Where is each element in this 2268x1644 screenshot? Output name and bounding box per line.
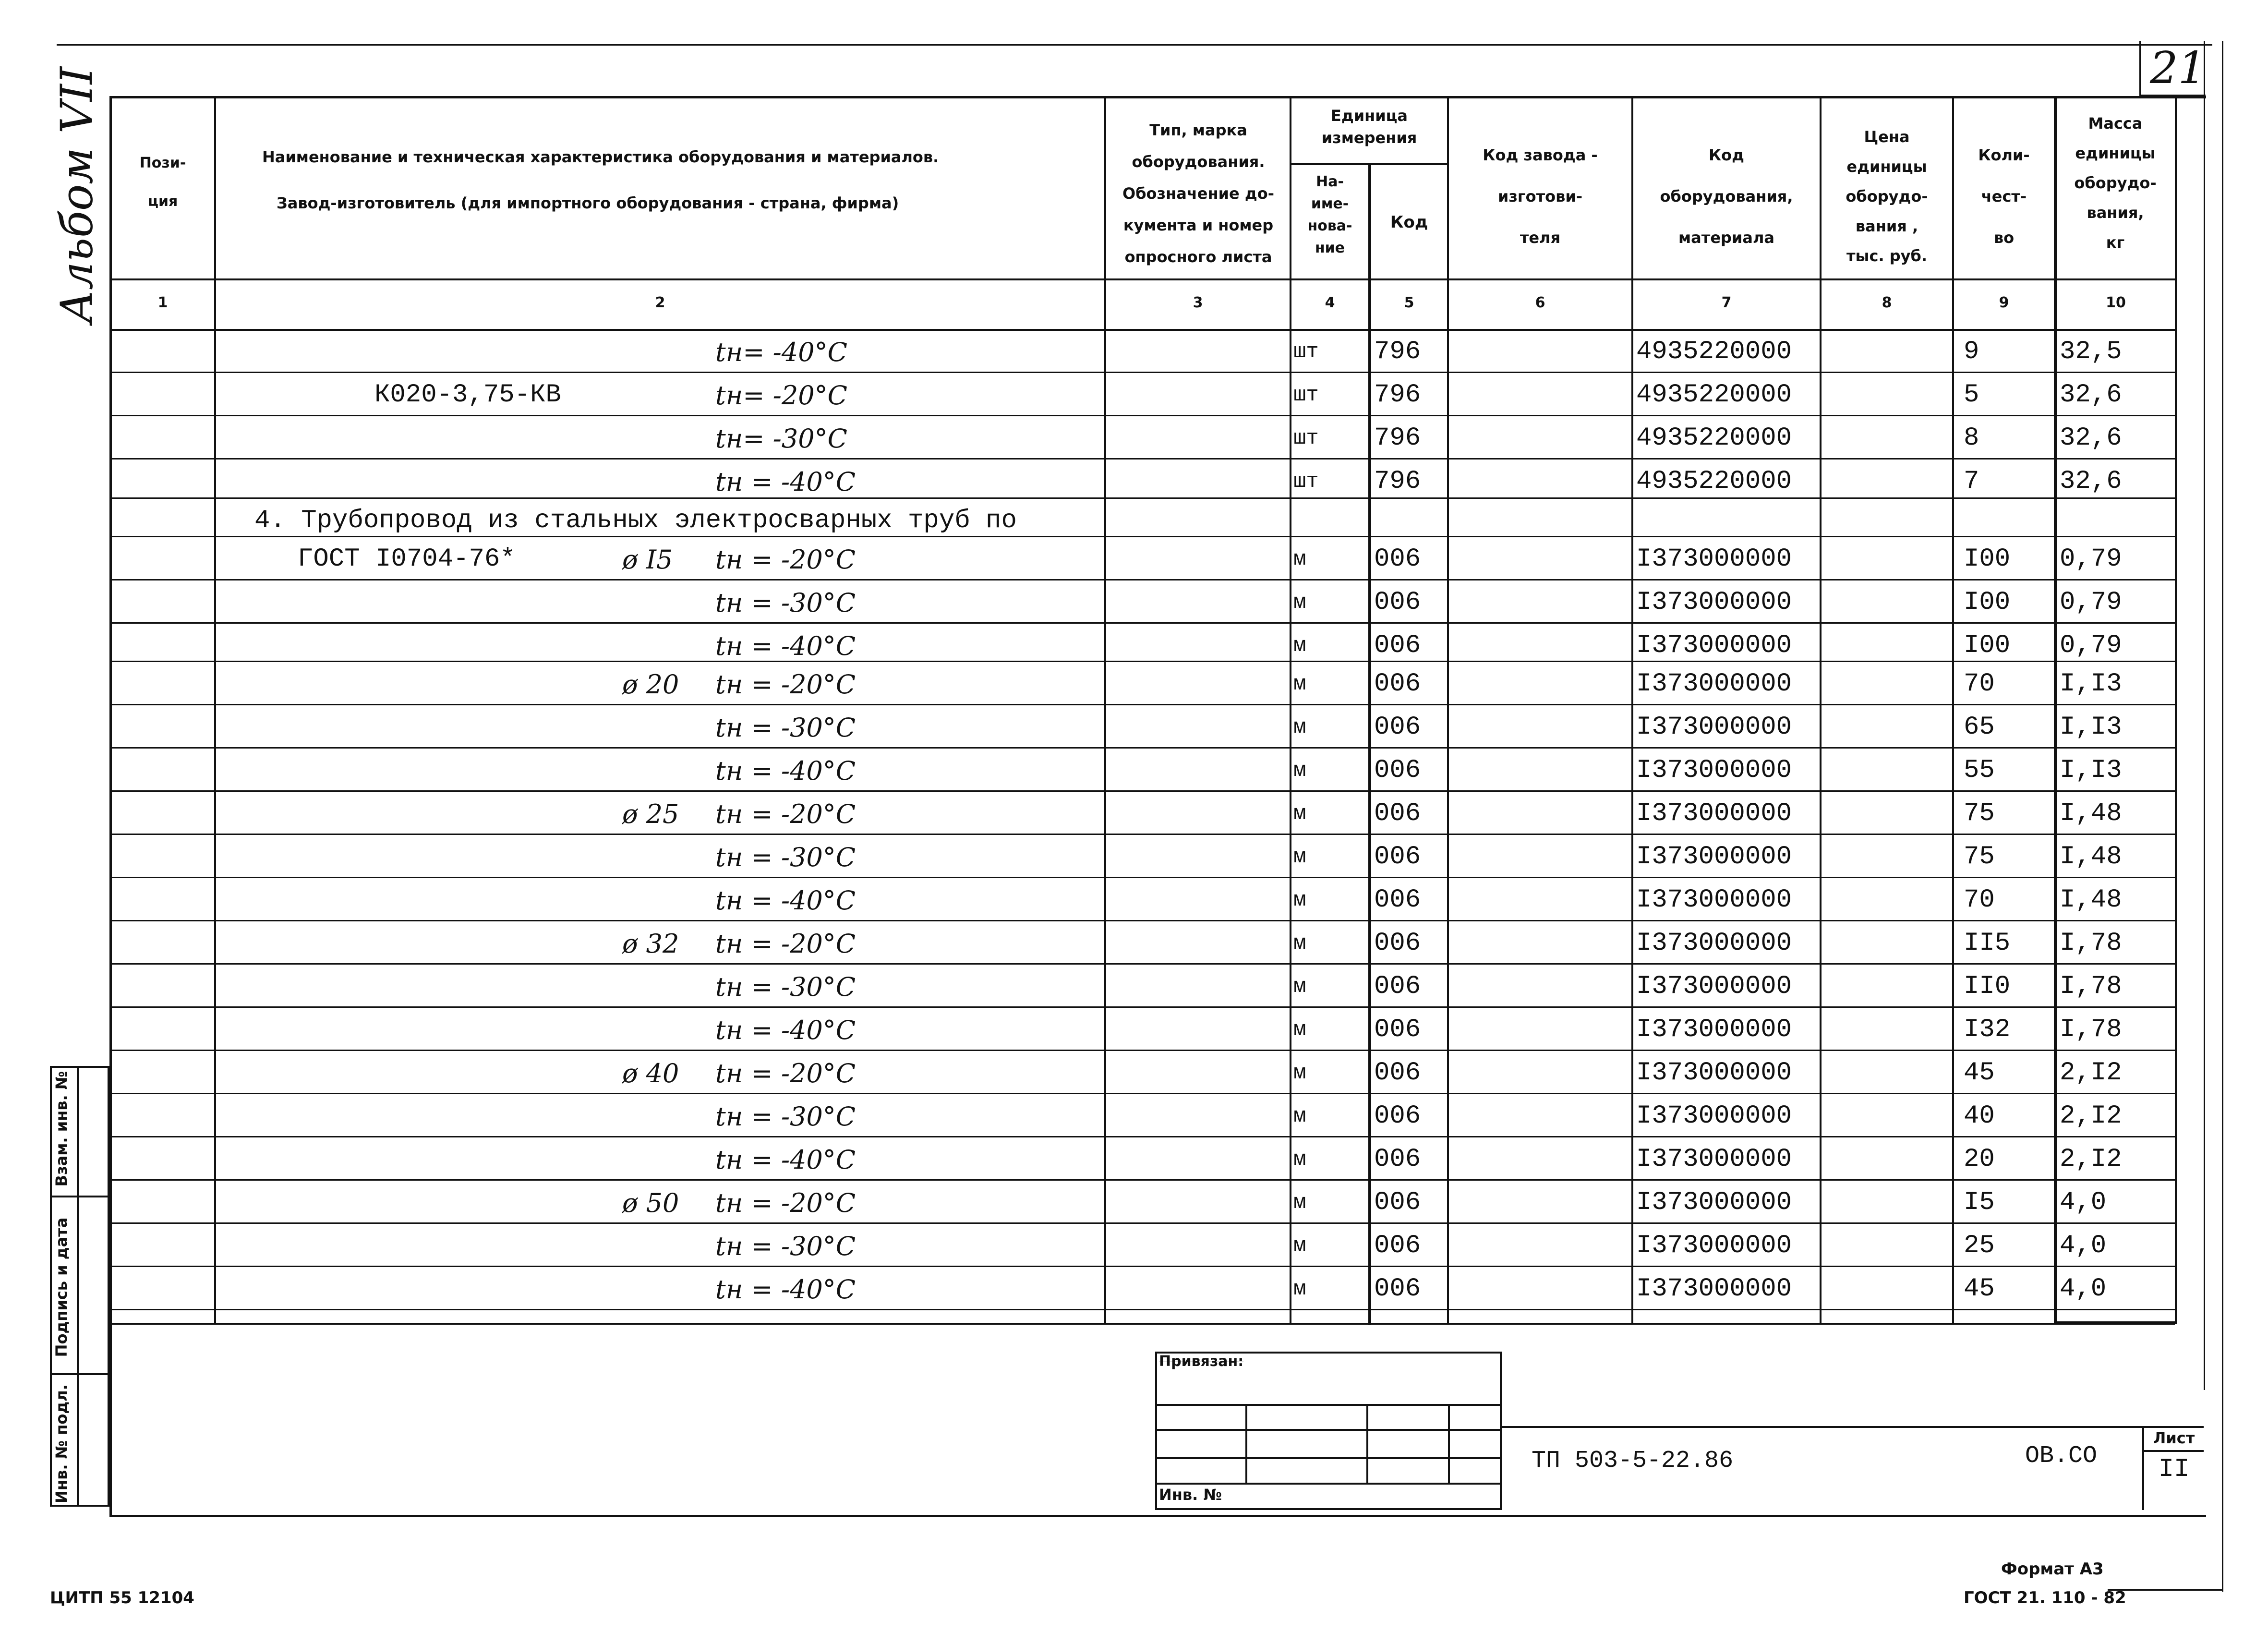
row-quantity: I5 [1964, 1188, 1995, 1217]
row-equipment-code: 4935220000 [1636, 380, 1792, 410]
privyazan-vline-3 [1448, 1404, 1450, 1483]
row-equipment-code: I373000000 [1636, 588, 1792, 617]
title-block-top-line [1502, 1426, 2204, 1428]
row-unit-code: 006 [1374, 842, 1421, 871]
row-quantity: I00 [1964, 588, 2011, 617]
row-divider [109, 579, 2175, 580]
row-unit-code: 006 [1374, 669, 1421, 699]
row-equipment-code: I373000000 [1636, 972, 1792, 1001]
row-unit-code: 796 [1374, 337, 1421, 366]
row-diameter: ø 40 [622, 1058, 679, 1088]
row-unit-code: 006 [1374, 1274, 1421, 1304]
row-temperature: tн = -30°C [715, 1101, 856, 1132]
row-diameter: ø 25 [622, 799, 679, 829]
row-mass: 32,6 [2060, 467, 2122, 496]
row-equipment-code: I373000000 [1636, 1101, 1792, 1131]
row-equipment-code: I373000000 [1636, 929, 1792, 958]
row-quantity: 70 [1964, 885, 1995, 915]
row-unit-code: 006 [1374, 544, 1421, 574]
row-quantity: 7 [1964, 467, 1979, 496]
row-quantity: 70 [1964, 669, 1995, 699]
side-stamp-divider [77, 1066, 79, 1507]
row-divider [109, 790, 2175, 792]
row-unit: м [1293, 1277, 1306, 1301]
row-unit: м [1293, 845, 1306, 869]
row-quantity: I00 [1964, 544, 2011, 574]
row-temperature: tн = -40°C [715, 885, 856, 916]
colnum-3: 3 [1193, 294, 1203, 311]
row-unit: м [1293, 1104, 1306, 1128]
row-quantity: 75 [1964, 799, 1995, 828]
row-unit: м [1293, 634, 1306, 658]
row-unit: м [1293, 547, 1306, 571]
row-mass: 4,0 [2060, 1188, 2107, 1217]
row-temperature: tн = -20°C [715, 1188, 856, 1218]
header-unit-group: Единица измерения [1321, 107, 1417, 147]
header-bottom-line [109, 278, 2175, 280]
row-temperature: tн = -40°C [715, 1145, 856, 1175]
row-divider [109, 497, 2175, 499]
row-unit: м [1293, 759, 1306, 783]
row-mass: 32,6 [2060, 380, 2122, 410]
row-temperature: tн = -20°C [715, 544, 856, 575]
row-temperature: tн = -40°C [715, 1015, 856, 1045]
row-quantity: I32 [1964, 1015, 2011, 1044]
row-equipment-code: I373000000 [1636, 1231, 1792, 1260]
footer-format: Формат А3 [2001, 1559, 2104, 1579]
row-equipment-code: I373000000 [1636, 544, 1792, 574]
row-unit-code: 006 [1374, 756, 1421, 785]
row-equipment-code: I373000000 [1636, 1145, 1792, 1174]
row-temperature: tн= -40°C [715, 337, 847, 367]
row-divider [109, 963, 2175, 965]
row-temperature: tн = -30°C [715, 842, 856, 872]
row-mass: I,48 [2060, 799, 2122, 828]
row-quantity: 9 [1964, 337, 1979, 366]
row-divider [109, 1050, 2175, 1051]
row-mass: I,48 [2060, 885, 2122, 915]
row-unit-code: 006 [1374, 1101, 1421, 1131]
colnum-2: 2 [655, 294, 665, 311]
row-divider [109, 1309, 2175, 1310]
row-unit-code: 006 [1374, 799, 1421, 828]
colnum-1: 1 [157, 294, 168, 311]
list-box-line [2142, 1450, 2204, 1452]
row-divider [109, 747, 2175, 749]
side-stamp-vzam: Взам. инв. № [52, 1071, 71, 1187]
row-divider [109, 1136, 2175, 1137]
row-unit-code: 006 [1374, 1145, 1421, 1174]
row-equipment-code: I373000000 [1636, 713, 1792, 742]
row-equipment-code: I373000000 [1636, 885, 1792, 915]
colnum-4: 4 [1325, 294, 1335, 311]
row-divider [109, 877, 2175, 878]
header-col10: Масса единицы оборудо- вания, кг [2074, 114, 2157, 252]
row-unit: м [1293, 591, 1306, 615]
row-divider [109, 372, 2175, 373]
header-col4: На- име- нова- ние [1307, 173, 1352, 256]
row-divider [109, 536, 2175, 537]
top-rule [57, 44, 2212, 46]
row-unit-code: 006 [1374, 929, 1421, 958]
sheet-number: 21 [2150, 42, 2207, 94]
row-mass: I,I3 [2060, 756, 2122, 785]
row-unit: м [1293, 1234, 1306, 1258]
row-unit-code: 006 [1374, 713, 1421, 742]
row-equipment-code: I373000000 [1636, 1188, 1792, 1217]
row-unit: м [1293, 802, 1306, 826]
row-unit: шт [1293, 340, 1319, 364]
doc-mark: ОВ.СО [2025, 1442, 2098, 1470]
row-unit-code: 006 [1374, 1058, 1421, 1088]
list-value: II [2158, 1455, 2190, 1484]
row-mass: 32,6 [2060, 423, 2122, 453]
colnum-9: 9 [1999, 294, 2009, 311]
row-unit: м [1293, 1191, 1306, 1215]
row-temperature: tн = -30°C [715, 1231, 856, 1261]
row-mass: 4,0 [2060, 1274, 2107, 1304]
row-equipment-code: 4935220000 [1636, 467, 1792, 496]
row-mass: I,78 [2060, 929, 2122, 958]
row-mass: 0,79 [2060, 544, 2122, 574]
row-mass: 2,I2 [2060, 1058, 2122, 1088]
row-unit: м [1293, 672, 1306, 696]
unit-group-line [1290, 163, 1447, 165]
row-equipment-code: I373000000 [1636, 669, 1792, 699]
row-divider [109, 1266, 2175, 1267]
row-mass: I,78 [2060, 1015, 2122, 1044]
privyazan-line-4 [1155, 1483, 1502, 1485]
row-unit-code: 796 [1374, 380, 1421, 410]
row-equipment-code: I373000000 [1636, 631, 1792, 660]
header-col5: Код [1390, 213, 1428, 232]
row-mass: I,48 [2060, 842, 2122, 871]
row-temperature: tн = -20°C [715, 929, 856, 959]
row-diameter: ø I5 [622, 544, 673, 575]
row-mass: 4,0 [2060, 1231, 2107, 1260]
table-body-bottom-line [109, 1323, 2175, 1325]
row-equipment-code: I373000000 [1636, 1058, 1792, 1088]
row-temperature: tн = -40°C [715, 467, 856, 497]
row-unit: м [1293, 1061, 1306, 1085]
row-unit-code: 006 [1374, 972, 1421, 1001]
row-quantity: 25 [1964, 1231, 1995, 1260]
row-divider [109, 1222, 2175, 1224]
row-unit: шт [1293, 470, 1319, 494]
row-diameter: ø 32 [622, 929, 679, 959]
row-diameter: ø 50 [622, 1188, 679, 1218]
colnum-5: 5 [1404, 294, 1414, 311]
row-temperature: tн = -20°C [715, 669, 856, 700]
doc-code: ТП 503-5-22.86 [1532, 1447, 1734, 1475]
row-mass: 32,5 [2060, 337, 2122, 366]
row-diameter: ø 20 [622, 669, 679, 700]
row-quantity: 65 [1964, 713, 1995, 742]
outer-right-line [2222, 41, 2223, 1592]
row-equipment-code: I373000000 [1636, 842, 1792, 871]
qty-bottom-thick [2054, 1321, 2177, 1324]
row-mass: I,I3 [2060, 669, 2122, 699]
list-label: Лист [2153, 1429, 2195, 1447]
row-unit-code: 796 [1374, 467, 1421, 496]
row-unit: м [1293, 931, 1306, 955]
side-stamp-podpis: Подпись и дата [52, 1217, 71, 1357]
row-equipment-code: I373000000 [1636, 1015, 1792, 1044]
row-unit-code: 796 [1374, 423, 1421, 453]
row-unit: шт [1293, 426, 1319, 450]
header-col2-line2: Завод-изготовитель (для импортного оборудования - страна, фирма) [277, 194, 899, 212]
colnum-7: 7 [1721, 294, 1732, 311]
header-col3: Тип, марка оборудования. Обозначение до- кумента и номер опросного листа [1122, 121, 1274, 266]
row-mass: 2,I2 [2060, 1101, 2122, 1131]
row-equipment-code: I373000000 [1636, 1274, 1792, 1304]
header-col7: Код оборудования, материала [1660, 146, 1793, 247]
col-line-10 [2175, 96, 2177, 1323]
numbers-bottom-line [109, 329, 2175, 331]
row-unit: шт [1293, 383, 1319, 407]
inv-no-label: Инв. № [1159, 1486, 1222, 1504]
row-mass: I,78 [2060, 972, 2122, 1001]
row-quantity: II5 [1964, 929, 2011, 958]
row-divider [109, 1093, 2175, 1094]
row-divider [109, 1179, 2175, 1181]
row-temperature: tн= -20°C [715, 380, 847, 411]
row-quantity: 75 [1964, 842, 1995, 871]
row-divider [109, 622, 2175, 624]
row-temperature: tн = -30°C [715, 713, 856, 743]
row-quantity: 45 [1964, 1274, 1995, 1304]
row-unit-code: 006 [1374, 885, 1421, 915]
row-name: ГОСТ I0704-76* [298, 544, 516, 574]
row-temperature: tн = -40°C [715, 1274, 856, 1305]
row-mass: 2,I2 [2060, 1145, 2122, 1174]
row-quantity: I00 [1964, 631, 2011, 660]
row-divider [109, 834, 2175, 835]
row-unit: м [1293, 1148, 1306, 1172]
row-mass: 0,79 [2060, 631, 2122, 660]
row-temperature: tн = -40°C [715, 631, 856, 661]
row-unit-code: 006 [1374, 1188, 1421, 1217]
row-unit-code: 006 [1374, 631, 1421, 660]
album-label: Альбом VII [51, 66, 103, 324]
row-divider [109, 661, 2175, 662]
header-col2-line1: Наименование и техническая характеристика оборудования и материалов. [262, 148, 939, 166]
row-quantity: 40 [1964, 1101, 1995, 1131]
header-col1: Пози- ция [139, 155, 186, 210]
row-unit: м [1293, 888, 1306, 912]
row-temperature: tн = -30°C [715, 588, 856, 618]
row-equipment-code: 4935220000 [1636, 337, 1792, 366]
row-temperature: tн = -20°C [715, 1058, 856, 1088]
colnum-8: 8 [1882, 294, 1892, 311]
header-col8: Цена единицы оборудо- вания , тыс. руб. [1846, 128, 1928, 265]
row-temperature: tн = -40°C [715, 756, 856, 786]
row-unit-code: 006 [1374, 588, 1421, 617]
row-quantity: 8 [1964, 423, 1979, 453]
row-quantity: 55 [1964, 756, 1995, 785]
col-line-4 [1368, 163, 1371, 1325]
row-divider [109, 1006, 2175, 1008]
row-temperature: tн= -30°C [715, 423, 847, 454]
row-quantity: 5 [1964, 380, 1979, 410]
row-unit-code: 006 [1374, 1231, 1421, 1260]
row-equipment-code: I373000000 [1636, 756, 1792, 785]
privyazan-vline-1 [1245, 1404, 1247, 1483]
footer-left-code: ЦИТП 55 12104 [50, 1588, 194, 1608]
row-mass: I,I3 [2060, 713, 2122, 742]
row-quantity: 45 [1964, 1058, 1995, 1088]
row-unit: м [1293, 975, 1306, 999]
row-temperature: tн = -30°C [715, 972, 856, 1002]
row-divider [109, 458, 2175, 459]
row-divider [109, 415, 2175, 416]
row-temperature: tн = -20°C [715, 799, 856, 829]
header-col6: Код завода - изготови- теля [1483, 146, 1598, 247]
colnum-6: 6 [1535, 294, 1545, 311]
row-divider [109, 704, 2175, 705]
row-name: 4. Трубопровод из стальных электросварных труб по [254, 506, 1017, 535]
privyazan-label: Привязан: [1159, 1353, 1244, 1370]
row-divider [109, 920, 2175, 921]
row-equipment-code: 4935220000 [1636, 423, 1792, 453]
row-unit: м [1293, 715, 1306, 739]
header-col9: Коли- чест- во [1978, 146, 2030, 247]
colnum-10: 10 [2106, 294, 2126, 311]
row-mass: 0,79 [2060, 588, 2122, 617]
footer-gost: ГОСТ 21. 110 - 82 [1964, 1588, 2126, 1608]
privyazan-vline-2 [1366, 1404, 1368, 1483]
row-name: К020-3,75-КВ [374, 380, 561, 410]
row-equipment-code: I373000000 [1636, 799, 1792, 828]
row-quantity: II0 [1964, 972, 2011, 1001]
row-unit-code: 006 [1374, 1015, 1421, 1044]
row-unit: м [1293, 1018, 1306, 1042]
row-quantity: 20 [1964, 1145, 1995, 1174]
side-stamp-inv: Инв. № подл. [52, 1384, 71, 1503]
